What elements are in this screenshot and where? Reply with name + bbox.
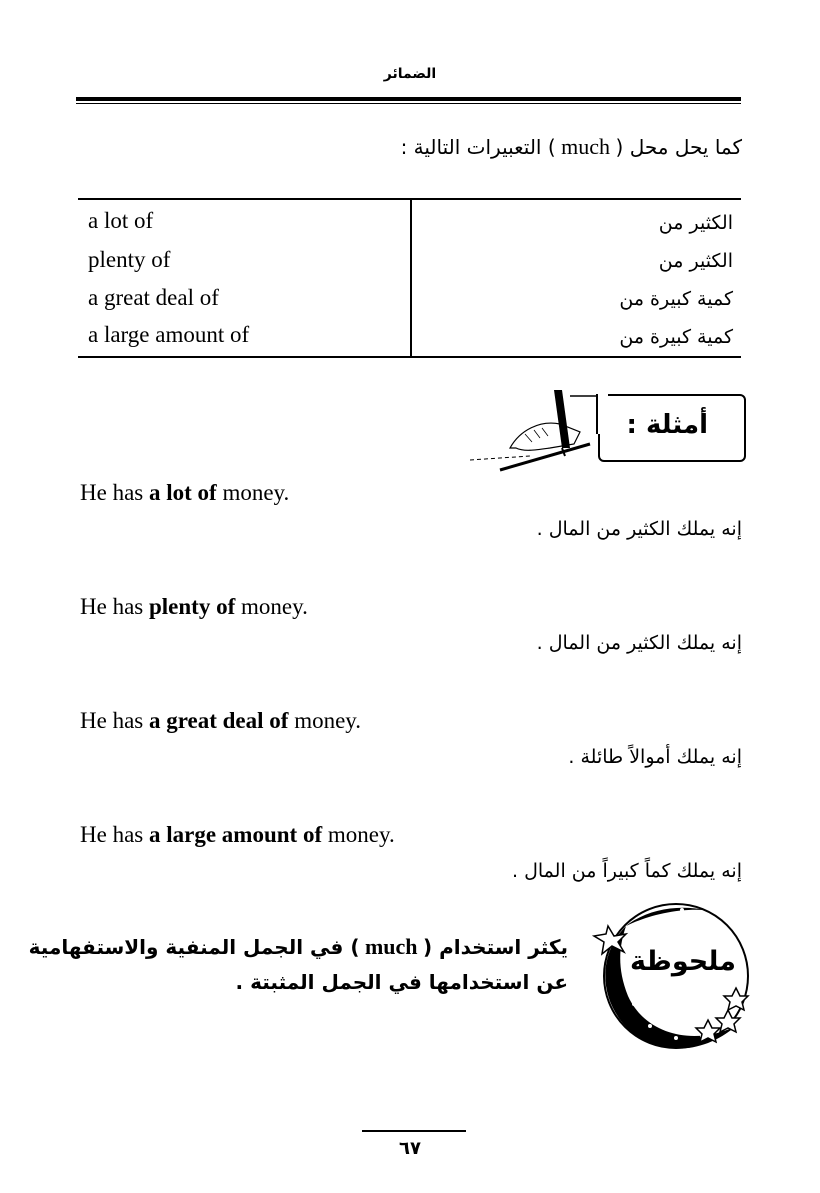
table-cell-arabic: كمية كبيرة من [619, 288, 733, 310]
table-cell-english: a great deal of [88, 285, 219, 310]
example-highlight: a lot of [148, 480, 217, 505]
table-cell-arabic: الكثير من [658, 212, 733, 234]
example-highlight: a great deal of [148, 708, 289, 733]
intro-line [401, 134, 742, 160]
examples-label-box [598, 394, 746, 462]
example-sentence-english: He has a great deal of money. [80, 708, 362, 733]
table-cell-english: plenty of [88, 247, 171, 272]
hand-writing-icon [470, 386, 610, 476]
table-cell-english: a lot of [88, 208, 154, 233]
intro-keyword: much [555, 134, 616, 159]
example-sentence-arabic: إنه يملك كماً كبيراً من المال . [512, 860, 742, 882]
table-divider [410, 200, 412, 356]
note-text-line-1: يكثر استخدام ( much ) في الجمل المنفية والاستفهامية [28, 934, 568, 959]
page-number: ٦٧ [399, 1138, 421, 1159]
note-keyword: much [359, 934, 424, 959]
expressions-table [78, 198, 741, 358]
example-highlight: plenty of [148, 594, 236, 619]
example-sentence-arabic: إنه يملك الكثير من المال . [536, 518, 742, 540]
examples-box-tab [596, 394, 608, 434]
footer-rule [362, 1130, 466, 1132]
header-rule-thin [76, 103, 741, 104]
example-sentence-arabic: إنه يملك الكثير من المال . [536, 632, 742, 654]
note-text-line-2: عن استخدامها في الجمل المثبتة . [235, 970, 568, 994]
intro-text-before: كما يحل محل ( [615, 135, 742, 159]
example-sentence-arabic: إنه يملك أموالاً طائلة . [568, 746, 742, 768]
table-cell-arabic: الكثير من [658, 250, 733, 272]
table-cell-arabic: كمية كبيرة من [619, 326, 733, 348]
page-header-title: الضمائر [383, 66, 437, 82]
header-rule-thick [76, 97, 741, 101]
intro-text-after: ) التعبيرات التالية : [400, 135, 556, 159]
example-sentence-english: He has a lot of money. [80, 480, 290, 505]
table-cell-english: a large amount of [88, 322, 250, 347]
example-sentence-english: He has a large amount of money. [80, 822, 395, 847]
examples-label: أمثلة : [626, 410, 708, 440]
example-highlight: a large amount of [148, 822, 323, 847]
example-sentence-english: He has plenty of money. [80, 594, 308, 619]
note-label: ملحوظة : [609, 946, 736, 977]
